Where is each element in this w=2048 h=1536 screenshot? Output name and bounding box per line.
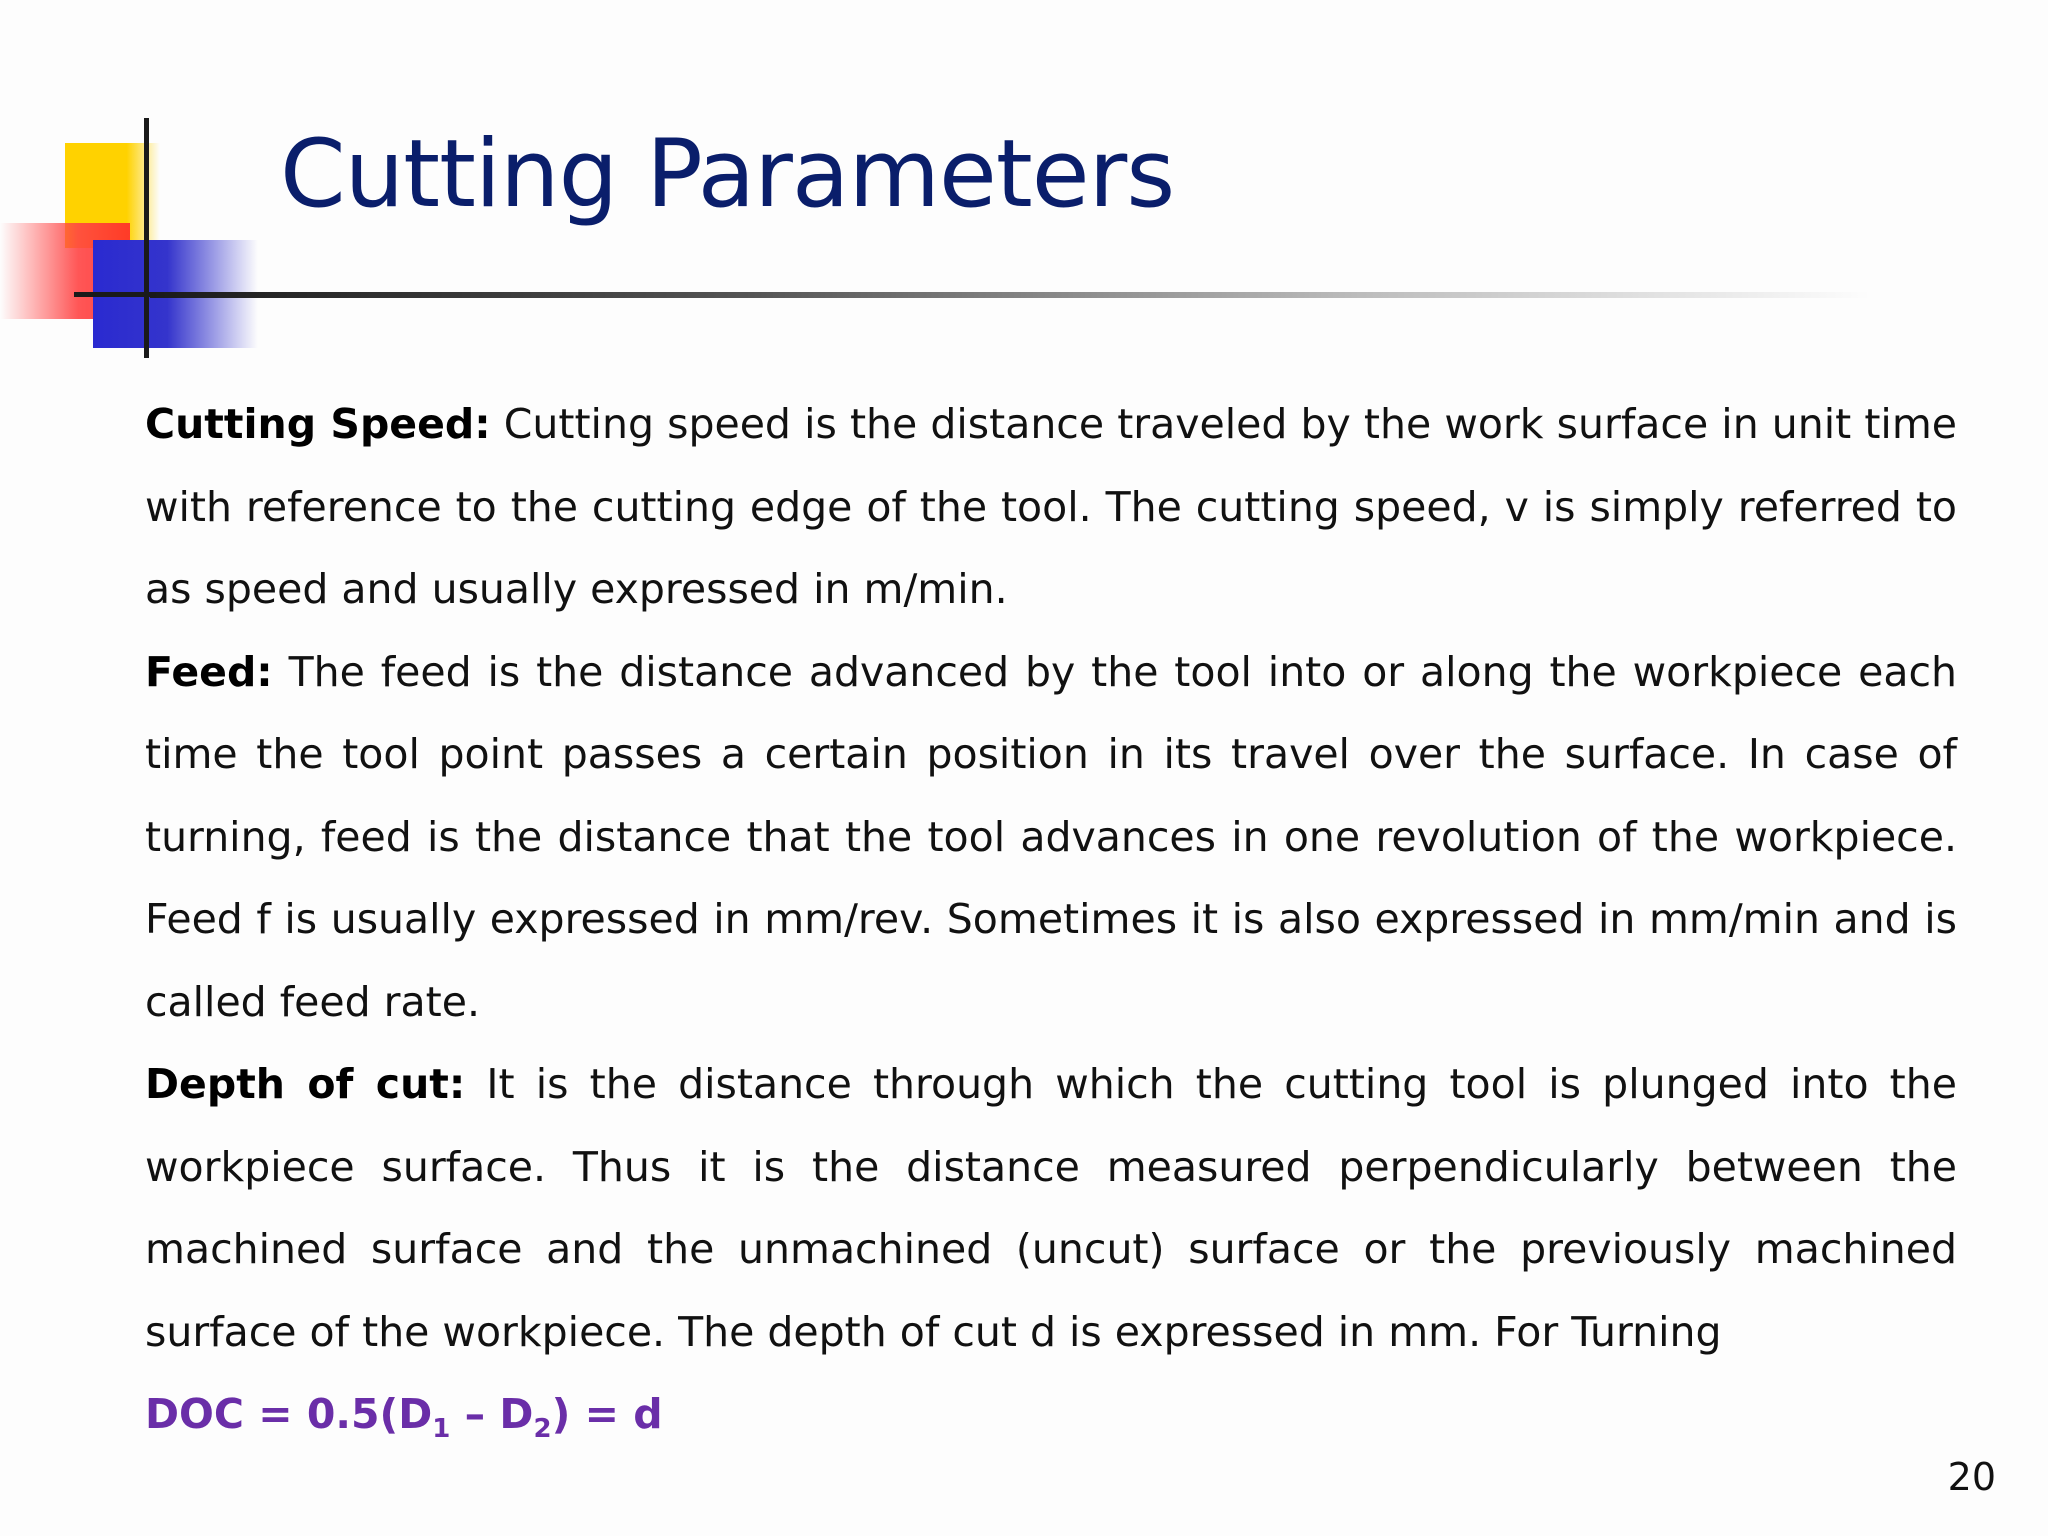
slide-body	[145, 383, 1957, 1456]
slide-logo-decoration	[0, 0, 300, 380]
formula-suffix: ) = d	[551, 1390, 663, 1438]
page-number: 20	[1947, 1455, 1996, 1499]
term-cutting-speed: Cutting Speed:	[145, 400, 491, 448]
formula-prefix: DOC = 0.5(D	[145, 1390, 433, 1438]
paragraph-cutting-speed	[145, 383, 1957, 631]
formula-subscript-1: 1	[432, 1414, 451, 1445]
vertical-line-decoration	[144, 118, 149, 358]
definition-depth-of-cut: It is the distance through which the cutting tool is plunged into the workpiece surface. Thus it is the distance measured perpendicularly between the machined surface and the unmachined (uncut) surface or the previously machined surface of the workpiece. The depth of cut d is expressed in mm. For Turning	[145, 1060, 1957, 1356]
term-depth-of-cut: Depth of cut:	[145, 1060, 466, 1108]
paragraph-depth-of-cut	[145, 1043, 1957, 1373]
formula-middle: – D	[450, 1390, 534, 1438]
formula-subscript-2: 2	[533, 1414, 552, 1445]
term-feed: Feed:	[145, 647, 273, 696]
definition-feed: The feed is the distance advanced by the tool into or along the workpiece each time the tool point passes a certain position in its travel over the surface. In case of turning, feed is the distance that the tool advances in one revolution of the workpiece. Feed f is usually expressed in mm/rev. Sometimes it is also expressed in mm/min and is called feed rate.	[145, 647, 1957, 1026]
doc-formula	[145, 1373, 1957, 1456]
definition-cutting-speed: Cutting speed is the distance traveled by the work surface in unit time with reference to the cutting edge of the tool. The cutting speed, v is simply referred to as speed and usually expressed in m/min.	[145, 400, 1957, 613]
horizontal-line-decoration	[74, 292, 154, 297]
paragraph-feed	[145, 631, 1957, 1044]
slide-title: Cutting Parameters	[280, 120, 1175, 229]
title-underline	[150, 292, 1870, 298]
